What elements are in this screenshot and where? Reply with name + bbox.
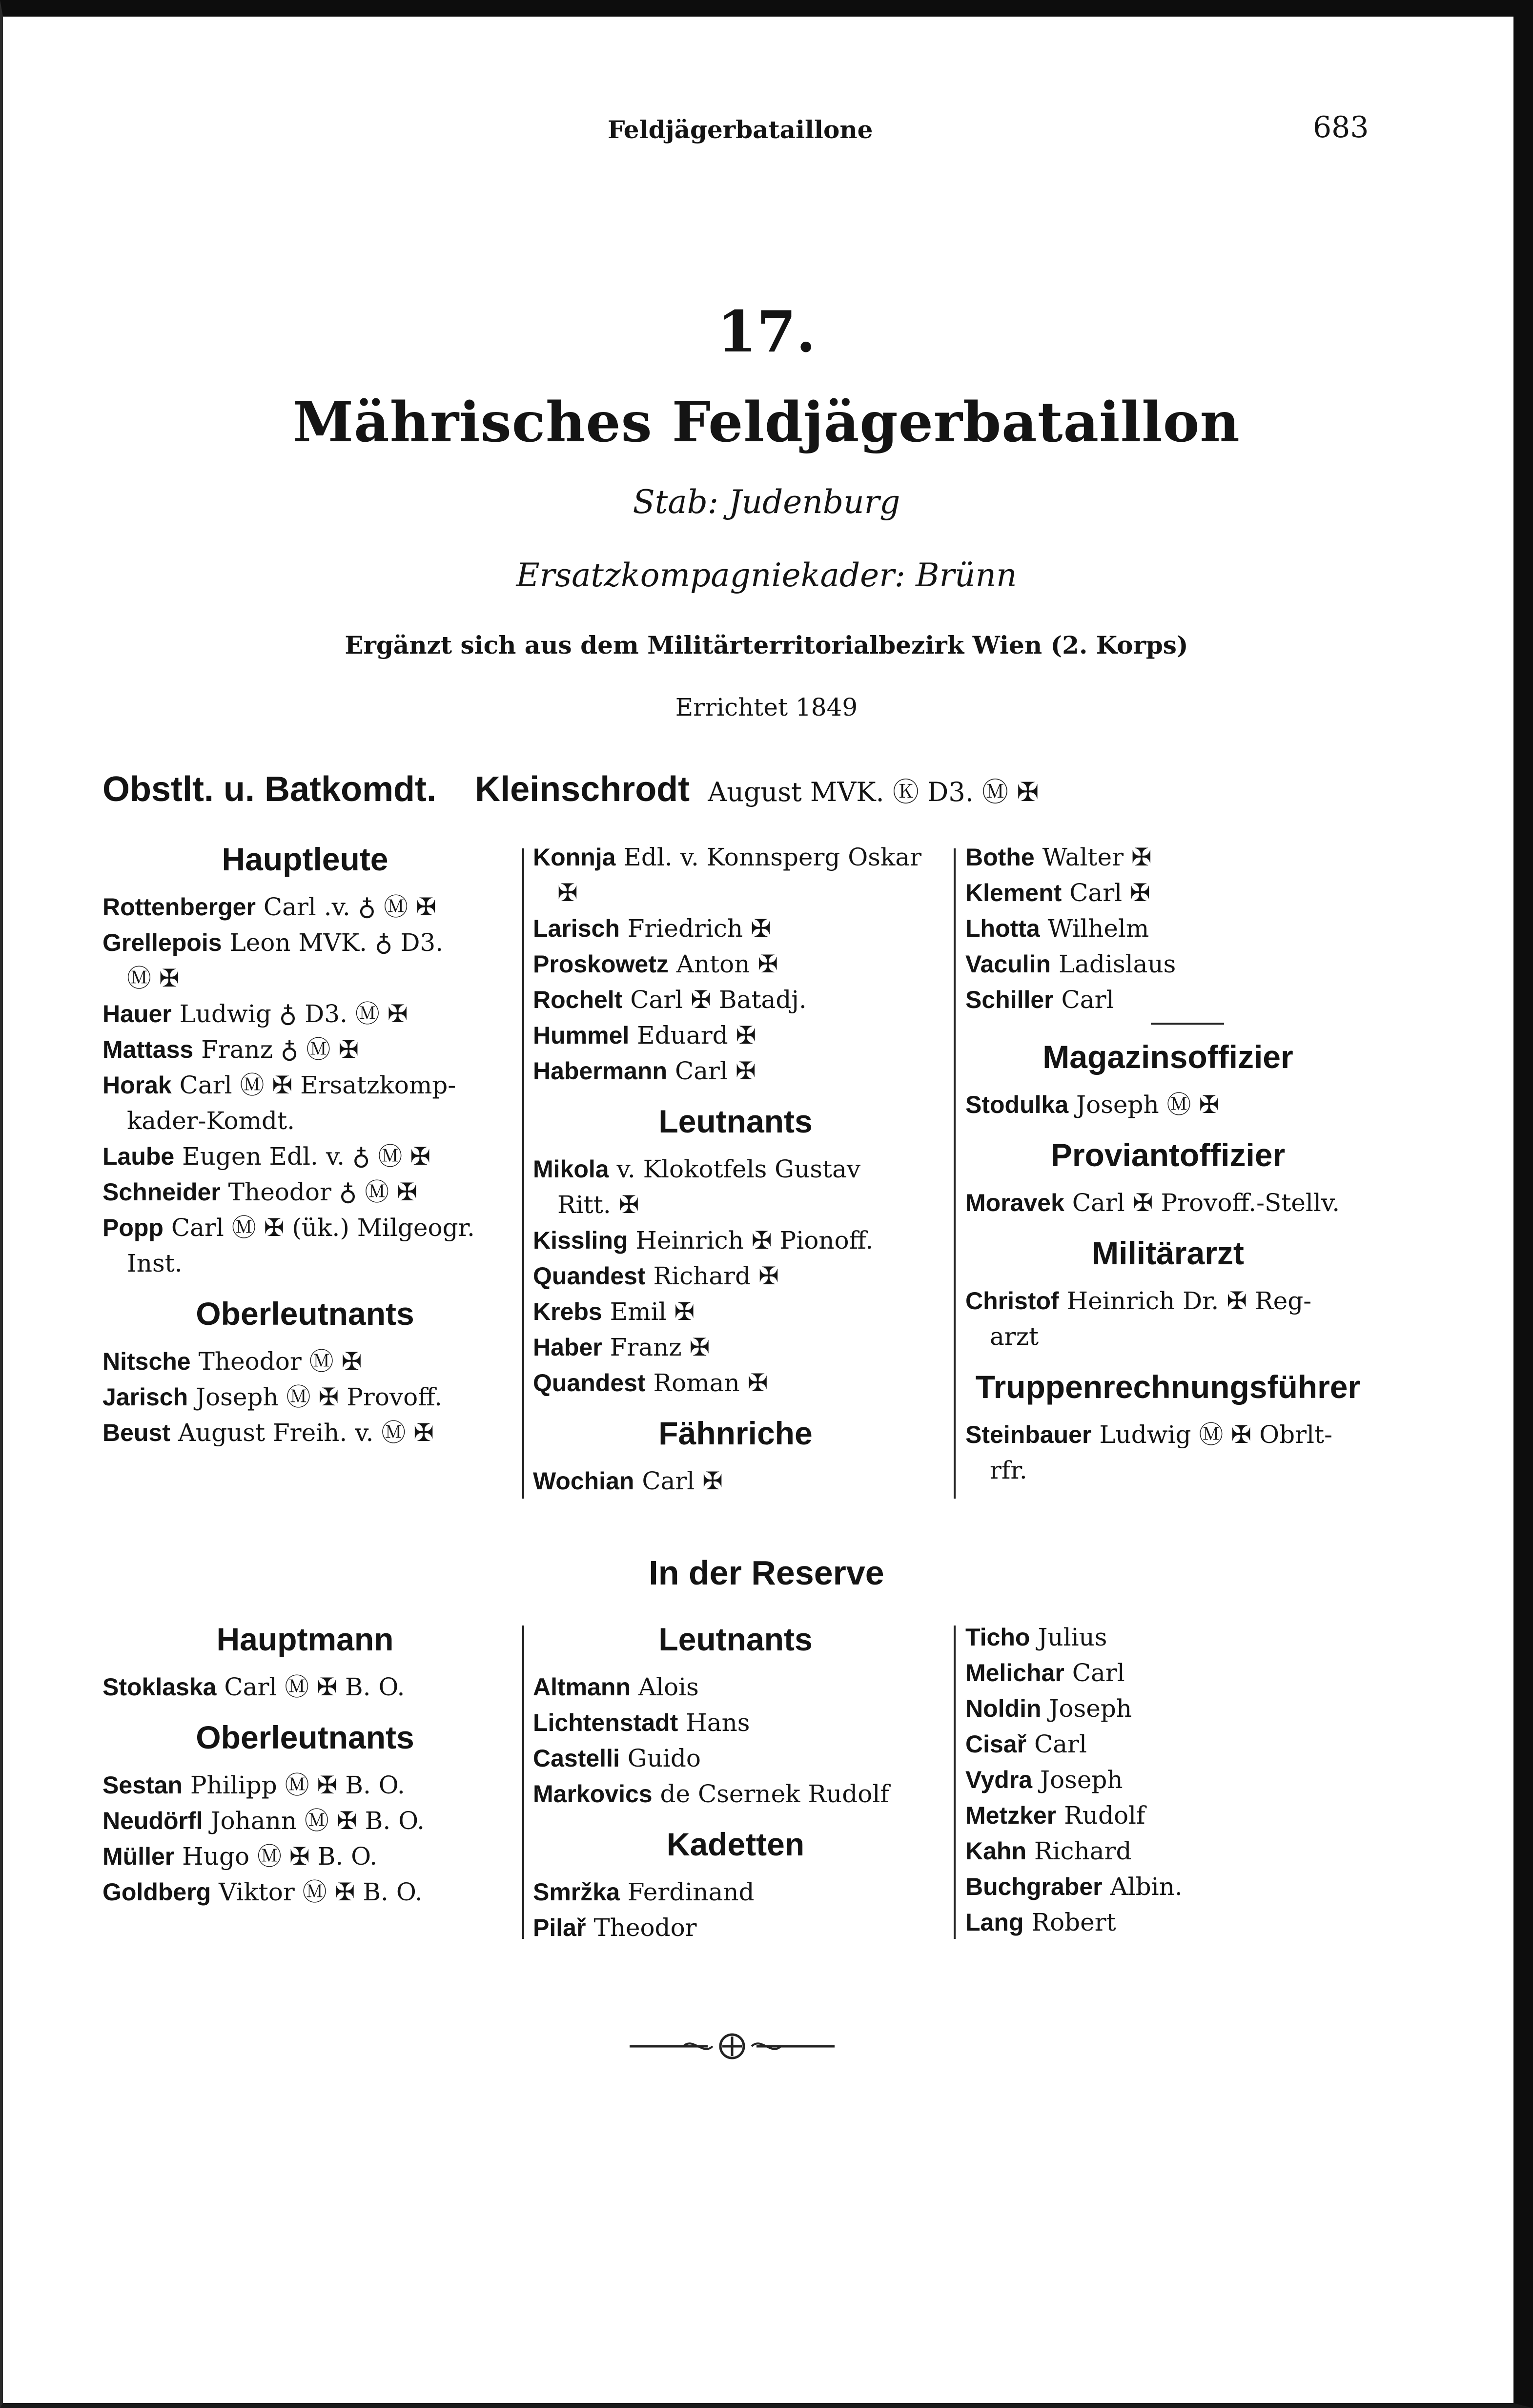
roster-entry [965, 982, 1370, 1018]
roster-entry [965, 1417, 1370, 1453]
active-column-3 [965, 840, 1370, 1488]
officer-details: Carl Ⓜ ✠ (ük.) Milgeogr. [171, 1214, 475, 1242]
hauptleute-list-continued [533, 840, 938, 1089]
officer-details: Ferdinand [627, 1878, 755, 1906]
officer-details: Joseph Ⓜ ✠ Provoff. [196, 1383, 442, 1411]
officer-surname: Stoklaska [102, 1673, 217, 1701]
roster-entry [533, 1330, 938, 1365]
officer-details: Joseph [1040, 1766, 1123, 1794]
officer-details: Roman ✠ [653, 1369, 768, 1397]
recruitment-district: Ergänzt sich aus dem Militärterritorialbezirk Wien (2. Korps) [345, 631, 1188, 659]
roster-entry [102, 1032, 508, 1068]
section-heading-proviantoffizier: Proviantoffizier [1050, 1137, 1286, 1173]
active-column-2 [533, 840, 938, 1499]
officer-details: Walter ✠ [1042, 843, 1152, 871]
officer-surname: Cisař [965, 1730, 1027, 1758]
officer-surname: Schiller [965, 986, 1054, 1013]
roster-entry [533, 875, 938, 911]
officer-details: de Csernek Rudolf [660, 1780, 889, 1808]
officer-surname: Altmann [533, 1673, 631, 1701]
roster-entry [102, 1174, 508, 1210]
officer-details: Hans [686, 1708, 750, 1737]
officer-details: Carl ✠ Provoff.-Stellv. [1072, 1189, 1340, 1217]
officer-details: Albin. [1110, 1873, 1183, 1901]
officer-details: Theodor ♁ Ⓜ ✠ [228, 1178, 418, 1206]
roster-entry [965, 1185, 1370, 1221]
officer-details: Leon MVK. ♁ D3. [229, 928, 444, 957]
officer-surname: Jarisch [102, 1383, 188, 1411]
reserve-column-1 [102, 1620, 508, 1910]
unit-name: Mährisches Feldjägerbataillon [293, 391, 1240, 454]
officer-surname: Buchgraber [965, 1873, 1103, 1900]
officer-details: Richard [1034, 1837, 1132, 1865]
officer-surname: Wochian [533, 1467, 634, 1495]
officer-details: Carl [1072, 1659, 1125, 1687]
roster-entry [102, 1415, 508, 1451]
roster-entry [533, 1258, 938, 1294]
reserve-hauptmann-list [102, 1669, 508, 1705]
officer-surname: Stodulka [965, 1091, 1069, 1118]
roster-entry [965, 1283, 1370, 1319]
commander-rank: Obstlt. u. Batkomdt. [102, 770, 436, 809]
officer-surname: Neudörfl [102, 1807, 203, 1834]
roster-entry [533, 1463, 938, 1499]
officer-surname: Kissling [533, 1227, 628, 1254]
roster-entry [102, 1803, 508, 1839]
oberleutnants-list-continued [965, 840, 1370, 1018]
officer-surname: Mattass [102, 1036, 194, 1063]
roster-entry [965, 840, 1370, 875]
officer-surname: Popp [102, 1214, 164, 1241]
officer-surname: Grellepois [102, 929, 222, 956]
officer-surname: Vaculin [965, 950, 1051, 978]
commander-details: August MVK. Ⓚ D3. Ⓜ ✠ [708, 777, 1039, 807]
officer-surname: Mikola [533, 1155, 609, 1183]
roster-entry [965, 1453, 1370, 1488]
officer-surname: Castelli [533, 1745, 620, 1772]
roster-entry [102, 1139, 508, 1174]
officer-surname: Kahn [965, 1837, 1026, 1865]
officer-surname: Smržka [533, 1878, 620, 1906]
oberleutnants-list [102, 1344, 508, 1451]
roster-entry [533, 1365, 938, 1401]
officer-details: Heinrich Dr. ✠ Reg- [1066, 1287, 1312, 1315]
roster-entry [533, 947, 938, 982]
officer-surname: Ticho [965, 1624, 1030, 1651]
officer-details: Guido [627, 1744, 701, 1772]
roster-entry [965, 1691, 1370, 1727]
officer-surname: Hauer [102, 1000, 172, 1028]
officer-surname: Metzker [965, 1802, 1057, 1829]
officer-surname: Pilař [533, 1914, 586, 1941]
officer-surname: Lichtenstadt [533, 1709, 678, 1736]
officer-surname: Beust [102, 1419, 170, 1446]
roster-entry [533, 1187, 938, 1223]
officer-details: Carl ✠ [1069, 879, 1150, 907]
roster-entry [533, 1223, 938, 1258]
officer-surname: Laube [102, 1143, 175, 1170]
roster-entry [102, 1768, 508, 1803]
column-divider [954, 1626, 956, 1939]
magazinsoffizier-list [965, 1087, 1370, 1123]
roster-entry [965, 875, 1370, 911]
officer-details: Rudolf [1064, 1801, 1145, 1830]
officer-surname: Lang [965, 1909, 1024, 1936]
roster-entry [965, 947, 1370, 982]
ersatz-location: Ersatzkompagniekader: Brünn [516, 556, 1017, 594]
officer-surname: Moravek [965, 1189, 1064, 1216]
officer-details: August Freih. v. Ⓜ ✠ [178, 1419, 434, 1447]
officer-details: Philipp Ⓜ ✠ B. O. [190, 1771, 405, 1799]
roster-entry [102, 1068, 508, 1103]
officer-details: Edl. v. Konnsperg Oskar [623, 843, 921, 871]
roster-entry [102, 1669, 508, 1705]
running-title: Feldjägerbataillone [608, 115, 873, 144]
section-heading-faehnriche: Fähnriche [658, 1415, 813, 1451]
militaerarzt-list [965, 1283, 1370, 1355]
roster-entry [533, 1152, 938, 1187]
faehnriche-list [533, 1463, 938, 1499]
section-heading-kadetten: Kadetten [666, 1826, 805, 1862]
officer-details: Franz ♁ Ⓜ ✠ [201, 1035, 359, 1064]
established-year: Errichtet 1849 [675, 693, 858, 721]
officer-surname: Bothe [965, 844, 1035, 871]
reserve-leutnants-list [533, 1669, 938, 1812]
roster-entry [965, 1727, 1370, 1762]
officer-details: Viktor Ⓜ ✠ B. O. [219, 1878, 423, 1906]
column-divider [522, 1626, 524, 1939]
officer-surname: Rottenberger [102, 893, 256, 921]
roster-entry [965, 911, 1370, 947]
roster-entry [533, 1294, 938, 1330]
officer-surname: Larisch [533, 915, 620, 942]
officer-details: Alois [638, 1673, 699, 1701]
officer-surname: Melichar [965, 1659, 1064, 1687]
officer-details: Carl ✠ [642, 1467, 723, 1495]
officer-details: Ladislaus [1058, 950, 1176, 978]
officer-details: Carl ✠ [675, 1057, 756, 1085]
section-rule [1151, 1023, 1224, 1025]
officer-surname: Lhotta [965, 915, 1040, 942]
officer-details: Ritt. ✠ [557, 1191, 639, 1219]
officer-details: Carl Ⓜ ✠ Ersatzkomp- [179, 1071, 456, 1099]
officer-surname: Proskowetz [533, 950, 669, 978]
officer-details: Anton ✠ [676, 950, 778, 978]
officer-details: Carl [1034, 1730, 1087, 1758]
roster-entry [965, 1762, 1370, 1798]
roster-entry [533, 1705, 938, 1741]
section-heading-militaerarzt: Militärarzt [1092, 1235, 1244, 1271]
roster-entry [965, 1869, 1370, 1905]
officer-surname: Konnja [533, 844, 616, 871]
active-column-1 [102, 840, 508, 1451]
roster-entry [102, 1210, 508, 1246]
officer-details: Hugo Ⓜ ✠ B. O. [182, 1842, 378, 1871]
roster-entry [102, 925, 508, 961]
officer-surname: Steinbauer [965, 1421, 1092, 1448]
roster-entry [533, 1910, 938, 1946]
officer-details: Friedrich ✠ [627, 914, 771, 943]
proviantoffizier-list [965, 1185, 1370, 1221]
officer-details: Theodor [593, 1914, 697, 1942]
roster-entry [533, 1018, 938, 1053]
roster-entry [965, 1087, 1370, 1123]
section-heading-hauptmann: Hauptmann [216, 1621, 394, 1657]
end-ornament [625, 2027, 839, 2066]
officer-surname: Krebs [533, 1298, 602, 1325]
unit-number: 17. [717, 299, 816, 365]
roster-entry [533, 1053, 938, 1089]
officer-details: Johann Ⓜ ✠ B. O. [210, 1807, 425, 1835]
roster-entry [102, 1839, 508, 1874]
officer-details: kader-Komdt. [127, 1107, 295, 1135]
officer-details: Richard ✠ [653, 1262, 779, 1290]
roster-entry [533, 1669, 938, 1705]
section-heading-reserve-oberleutnants: Oberleutnants [196, 1719, 414, 1755]
officer-details: Inst. [127, 1249, 183, 1277]
column-divider [954, 848, 956, 1499]
reserve-leutnants-list-continued [965, 1620, 1370, 1940]
officer-details: Wilhelm [1047, 914, 1149, 943]
stab-location: Stab: Judenburg [633, 483, 900, 521]
officer-details: Heinrich ✠ Pionoff. [635, 1226, 874, 1255]
section-heading-leutnants: Leutnants [658, 1103, 813, 1139]
officer-details: Robert [1031, 1908, 1116, 1936]
roster-entry [102, 961, 508, 996]
officer-details: Joseph [1049, 1694, 1132, 1723]
roster-entry [102, 1379, 508, 1415]
roster-entry [102, 1103, 508, 1139]
leutnants-list [533, 1152, 938, 1401]
commander-surname: Kleinschrodt [475, 770, 690, 809]
officer-details: Ⓜ ✠ [127, 964, 180, 992]
roster-entry [965, 1620, 1370, 1655]
section-heading-hauptleute: Hauptleute [222, 841, 388, 877]
roster-entry [965, 1798, 1370, 1833]
officer-details: Ludwig ♁ D3. Ⓜ ✠ [179, 1000, 408, 1028]
page-number: 683 [1313, 110, 1369, 144]
roster-entry [533, 1741, 938, 1776]
officer-surname: Haber [533, 1334, 602, 1361]
officer-details: Carl .v. ♁ Ⓜ ✠ [263, 893, 436, 921]
roster-entry [102, 889, 508, 925]
kadetten-list [533, 1874, 938, 1946]
roster-entry [533, 911, 938, 947]
officer-details: Joseph Ⓜ ✠ [1076, 1091, 1220, 1119]
section-heading-reserve-leutnants: Leutnants [658, 1621, 813, 1657]
officer-surname: Horak [102, 1071, 172, 1099]
roster-entry [102, 996, 508, 1032]
column-divider [522, 848, 524, 1499]
officer-details: arzt [990, 1322, 1039, 1351]
reserve-heading: In der Reserve [649, 1554, 884, 1592]
officer-surname: Quandest [533, 1262, 646, 1290]
officer-surname: Christof [965, 1287, 1059, 1315]
officer-details: Carl ✠ Batadj. [630, 986, 807, 1014]
section-heading-truppenrechnungsfuehrer: Truppenrechnungsführer [975, 1369, 1361, 1405]
officer-surname: Klement [965, 879, 1062, 906]
roster-entry [533, 982, 938, 1018]
roster-entry [533, 840, 938, 875]
reserve-column-3 [965, 1620, 1370, 1940]
officer-details: Carl [1061, 986, 1114, 1014]
officer-surname: Quandest [533, 1369, 646, 1397]
hauptleute-list [102, 889, 508, 1281]
officer-details: v. Klokotfels Gustav [616, 1155, 861, 1183]
officer-details: ✠ [557, 879, 578, 907]
officer-surname: Schneider [102, 1178, 221, 1206]
roster-entry [102, 1344, 508, 1379]
roster-entry [965, 1319, 1370, 1355]
commander-line [102, 769, 1039, 809]
roster-entry [965, 1833, 1370, 1869]
roster-entry [965, 1905, 1370, 1940]
roster-entry [533, 1776, 938, 1812]
officer-surname: Habermann [533, 1057, 668, 1085]
officer-surname: Rochelt [533, 986, 623, 1013]
officer-surname: Müller [102, 1843, 175, 1870]
officer-surname: Nitsche [102, 1348, 191, 1375]
reserve-column-2 [533, 1620, 938, 1946]
officer-surname: Noldin [965, 1695, 1042, 1722]
officer-surname: Goldberg [102, 1878, 211, 1906]
roster-entry [102, 1246, 508, 1281]
officer-details: Franz ✠ [610, 1333, 710, 1361]
officer-details: Carl Ⓜ ✠ B. O. [224, 1673, 405, 1701]
officer-details: Ludwig Ⓜ ✠ Obrlt- [1099, 1420, 1332, 1449]
roster-entry [102, 1874, 508, 1910]
roster-entry [965, 1655, 1370, 1691]
officer-surname: Vydra [965, 1766, 1033, 1793]
officer-details: Emil ✠ [610, 1297, 695, 1326]
officer-details: Eduard ✠ [637, 1021, 756, 1050]
reserve-oberleutnants-list [102, 1768, 508, 1910]
section-heading-oberleutnants: Oberleutnants [196, 1296, 414, 1332]
officer-details: rfr. [990, 1456, 1027, 1484]
officer-surname: Sestan [102, 1771, 183, 1799]
officer-surname: Hummel [533, 1022, 630, 1049]
truppenrechnungsfuehrer-list [965, 1417, 1370, 1488]
section-heading-magazinsoffizier: Magazinsoffizier [1042, 1039, 1293, 1075]
officer-details: Theodor Ⓜ ✠ [198, 1347, 362, 1376]
officer-details: Julius [1038, 1623, 1107, 1651]
officer-surname: Markovics [533, 1780, 653, 1808]
officer-details: Eugen Edl. v. ♁ Ⓜ ✠ [182, 1142, 431, 1171]
roster-entry [533, 1874, 938, 1910]
